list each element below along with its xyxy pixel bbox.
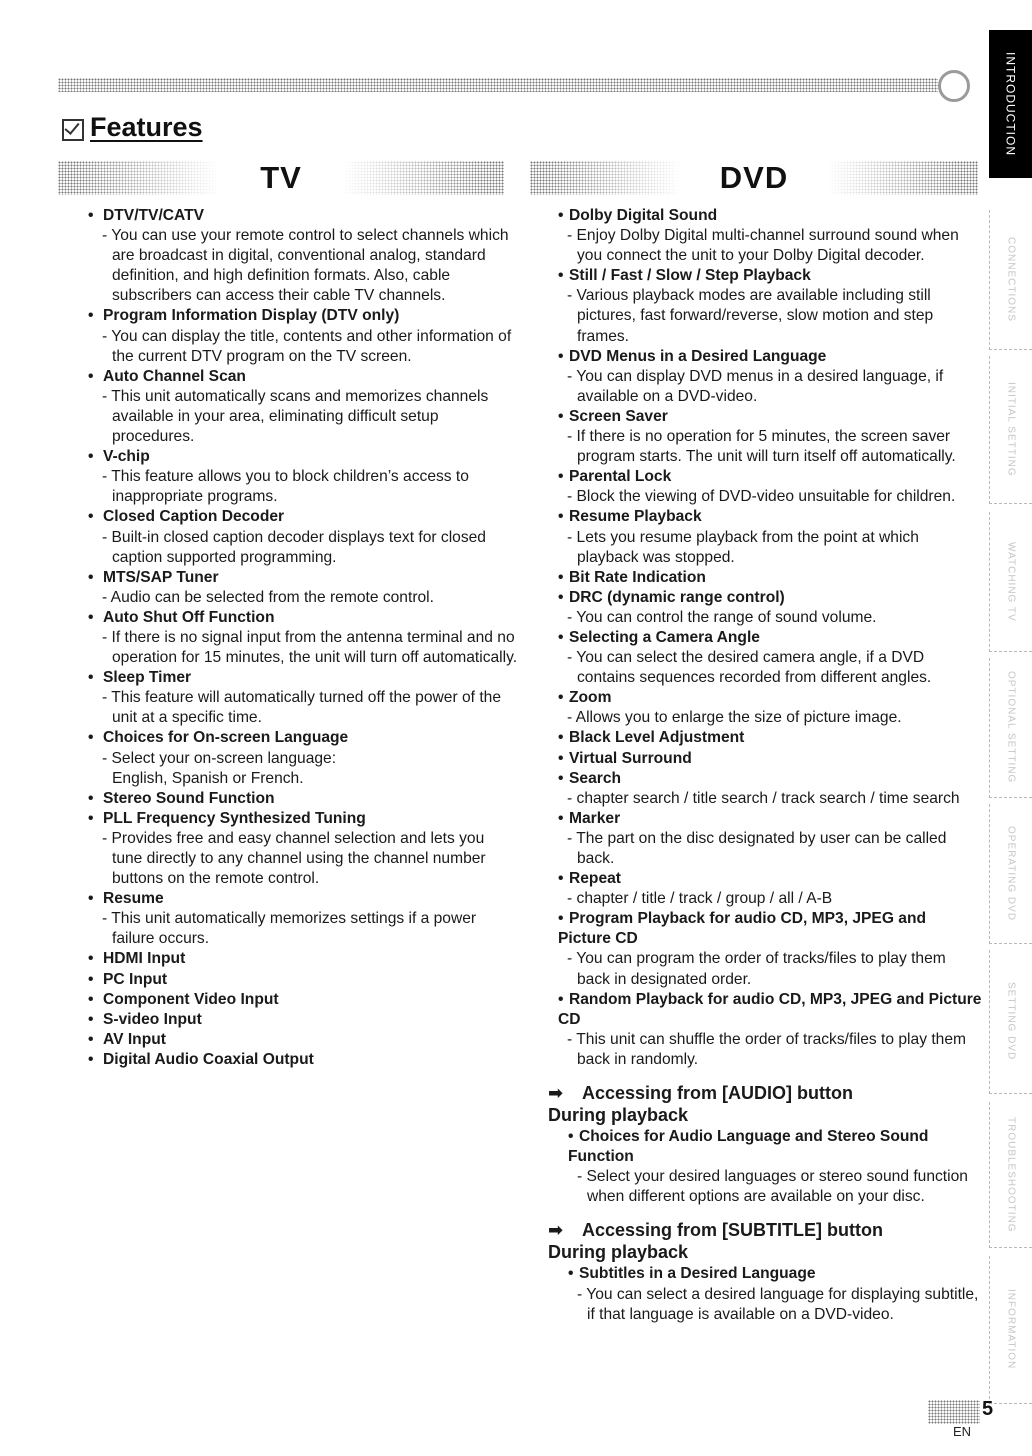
subtitle-access-section: [548, 1219, 983, 1324]
page-title: Features: [90, 112, 203, 142]
access-subheading: During playback: [548, 1242, 689, 1263]
rule-end-circle: [938, 70, 970, 102]
feature-item: • Stereo Sound Function: [88, 789, 275, 807]
arrow-right-icon: ➡: [548, 1220, 564, 1241]
feature-item: • Marker - The part on the disc designated by user can be called back.: [558, 809, 983, 869]
feature-item: • Random Playback for audio CD, MP3, JPEG and Picture CD - This unit can shuffle the order of tracks/files to play them back in randomly.: [558, 990, 983, 1070]
feature-item: • HDMI Input: [88, 950, 186, 968]
feature-title: Zoom: [569, 689, 612, 707]
feature-item: • Component Video Input: [88, 990, 279, 1008]
feature-item: • Parental Lock - Block the viewing of DVD-video unsuitable for children.: [558, 467, 983, 507]
dvd-heading: DVD: [719, 160, 789, 195]
feature-title: Closed Caption Decoder: [103, 508, 285, 526]
feature-title: Selecting a Camera Angle: [569, 628, 760, 646]
feature-item: • DVD Menus in a Desired Language - You can display DVD menus in a desired language, if available on a DVD-video.: [558, 347, 983, 407]
feature-title: Stereo Sound Function: [103, 789, 275, 807]
feature-title: Marker: [569, 809, 621, 827]
feature-title: Subtitles in a Desired Language: [579, 1265, 816, 1283]
feature-desc: - Built-in closed caption decoder displays text for closed caption supported programming.: [102, 528, 486, 566]
feature-title: Sleep Timer: [103, 669, 192, 687]
dvd-features-list: [548, 206, 983, 1325]
feature-title: Auto Shut Off Function: [103, 608, 275, 626]
feature-item: • Black Level Adjustment: [558, 729, 745, 747]
banner-dots-left: [58, 161, 238, 195]
tab-introduction[interactable]: INTRODUCTION: [989, 30, 1032, 178]
feature-title: PLL Frequency Synthesized Tuning: [103, 809, 366, 827]
feature-title: Choices for Audio Language and Stereo Sound Function: [568, 1128, 929, 1166]
feature-title: Dolby Digital Sound: [569, 207, 718, 224]
feature-title: Random Playback for audio CD, MP3, JPEG and Picture CD: [558, 990, 982, 1028]
banner-dots-right: [810, 161, 978, 195]
feature-title: DVD Menus in a Desired Language: [569, 347, 827, 365]
feature-desc: - You can use your remote control to select channels which are broadcast in digital, conventional analog, standard definition, and high definition formats. Also, cable subscribers can access their cable TV channels.: [102, 227, 509, 305]
feature-item: • PLL Frequency Synthesized Tuning - Provides free and easy channel selection and lets you tune directly to any channel using the channel number buttons on the remote control.: [88, 809, 518, 889]
feature-desc: - You can control the range of sound volume.: [567, 608, 877, 626]
access-subheading: During playback: [548, 1105, 689, 1126]
feature-title: Program Information Display (DTV only): [103, 307, 400, 325]
feature-desc: - Allows you to enlarge the size of picture image.: [567, 709, 902, 727]
feature-title: V-chip: [103, 448, 150, 466]
feature-item: • Bit Rate Indication: [558, 568, 706, 586]
feature-desc: - chapter search / title search / track search / time search: [567, 789, 960, 807]
feature-item: • Choices for Audio Language and Stereo Sound Function - Select your desired languages or stereo sound function when different options are available on your disc.: [568, 1127, 983, 1207]
feature-title: Resume Playback: [569, 508, 702, 526]
feature-title: Virtual Surround: [569, 749, 692, 767]
tv-heading: TV: [260, 160, 302, 195]
tv-section-banner: [58, 160, 504, 196]
feature-title: AV Input: [103, 1030, 166, 1048]
feature-item: • Auto Channel Scan - This unit automatically scans and memorizes channels available in your area, eliminating difficult setup procedures.: [88, 367, 518, 447]
feature-desc: - You can display DVD menus in a desired language, if available on a DVD-video.: [567, 367, 944, 405]
feature-title: Choices for On-screen Language: [103, 729, 349, 747]
tab-troubleshooting[interactable]: TROUBLESHOOTING: [989, 1102, 1032, 1248]
feature-item: • Repeat - chapter / title / track / group / all / A-B: [558, 869, 983, 909]
feature-desc: - This unit automatically memorizes settings if a power failure occurs.: [102, 910, 477, 948]
feature-desc: - Block the viewing of DVD-video unsuitable for children.: [567, 488, 956, 506]
access-heading: Accessing from [AUDIO] button: [582, 1083, 854, 1104]
page-title-block: [62, 112, 203, 143]
feature-desc: - This unit automatically scans and memorizes channels available in your area, eliminating difficult setup procedures.: [102, 387, 489, 446]
feature-desc: - Provides free and easy channel selection and lets you tune directly to any channel using the channel number buttons on the remote control.: [102, 829, 486, 888]
feature-desc: - If there is no signal input from the antenna terminal and no operation for 15 minutes, the unit will turn off automatically.: [102, 628, 518, 667]
feature-title: MTS/SAP Tuner: [103, 568, 219, 586]
feature-desc: - The part on the disc designated by user can be called back.: [567, 829, 947, 867]
feature-title: HDMI Input: [103, 950, 186, 968]
feature-title: Still / Fast / Slow / Step Playback: [569, 267, 811, 285]
feature-title: Search: [569, 769, 622, 787]
feature-title: Screen Saver: [569, 407, 668, 425]
feature-title: Repeat: [569, 870, 621, 888]
feature-title: Parental Lock: [569, 468, 672, 486]
feature-item: • MTS/SAP Tuner - Audio can be selected from the remote control.: [88, 568, 518, 608]
feature-title: PC Input: [103, 970, 168, 988]
tab-operating-dvd[interactable]: OPERATING DVD: [989, 804, 1032, 944]
feature-item: • Search - chapter search / title search / track search / time search: [558, 769, 983, 809]
access-heading: Accessing from [SUBTITLE] button: [582, 1220, 883, 1241]
feature-desc: - Select your desired languages or stereo sound function when different options are available on your disc.: [577, 1168, 968, 1206]
feature-title: Bit Rate Indication: [569, 568, 706, 586]
feature-desc: - Lets you resume playback from the point at which playback was stopped.: [567, 528, 919, 566]
feature-desc: - You can select the desired camera angle, if a DVD contains sequences recorded from different angles.: [567, 649, 932, 687]
feature-item: • Resume Playback - Lets you resume playback from the point at which playback was stopped.: [558, 507, 983, 567]
tab-connections[interactable]: CONNECTIONS: [989, 210, 1032, 350]
feature-desc: - If there is no operation for 5 minutes, the screen saver program starts. The unit will turn itself off automatically.: [567, 428, 956, 466]
feature-desc: - Select your on-screen language:: [102, 749, 337, 767]
feature-item: • AV Input: [88, 1030, 166, 1048]
feature-item: • Program Playback for audio CD, MP3, JPEG and Picture CD - You can program the order of tracks/files to play them back in designated order.: [558, 909, 983, 989]
feature-item: • Program Information Display (DTV only) - You can display the title, contents and other information of the current DTV program on the TV screen.: [88, 306, 518, 366]
feature-desc: - You can display the title, contents and other information of the current DTV program on the TV screen.: [102, 327, 512, 365]
feature-desc: - This feature will automatically turned off the power of the unit at a specific time.: [102, 689, 502, 727]
tab-optional-setting[interactable]: OPTIONAL SETTING: [989, 658, 1032, 798]
page-number-dots: [928, 1400, 980, 1424]
feature-desc: - You can program the order of tracks/files to play them back in designated order.: [567, 950, 946, 988]
feature-item: • PC Input: [88, 970, 168, 988]
feature-item: • DRC (dynamic range control) - You can control the range of sound volume.: [558, 588, 983, 628]
tv-features-list: [88, 206, 518, 1070]
feature-item: • DTV/TV/CATV - You can use your remote control to select channels which are broadcast in digital, conventional analog, standard definition, and high definition formats. Also, cable subscribers can access their cable TV channels.: [88, 206, 518, 306]
checkbox-icon: [62, 119, 84, 141]
feature-item: • Sleep Timer - This feature will automatically turned off the power of the unit at a specific time.: [88, 668, 518, 728]
feature-desc: - chapter / title / track / group / all / A-B: [567, 890, 833, 908]
tab-information[interactable]: INFORMATION: [989, 1256, 1032, 1404]
feature-item: • Choices for On-screen Language - Select your on-screen language: English, Spanish or French.: [88, 728, 518, 788]
tab-watching-tv[interactable]: WATCHING TV: [989, 512, 1032, 652]
feature-desc: - Enjoy Dolby Digital multi-channel surround sound when you connect the unit to your Dolby Digital decoder.: [567, 227, 959, 265]
feature-title: Program Playback for audio CD, MP3, JPEG and Picture CD: [558, 910, 927, 948]
feature-desc: - This feature allows you to block children’s access to inappropriate programs.: [102, 468, 469, 506]
feature-desc: - Various playback modes are available including still pictures, fast forward/reverse, slow motion and step frames.: [567, 287, 934, 345]
feature-item: • Auto Shut Off Function - If there is no signal input from the antenna terminal and no operation for 15 minutes, the unit will turn off automatically.: [88, 608, 518, 668]
feature-desc-cont: English, Spanish or French.: [112, 769, 304, 787]
feature-item: • S-video Input: [88, 1010, 202, 1028]
feature-title: Auto Channel Scan: [103, 367, 246, 385]
top-dotted-rule: [58, 78, 938, 92]
feature-item: • Screen Saver - If there is no operation for 5 minutes, the screen saver program starts. The unit will turn itself off automatically.: [558, 407, 983, 467]
arrow-right-icon: ➡: [548, 1083, 564, 1104]
audio-access-section: [548, 1082, 983, 1207]
feature-item: • Closed Caption Decoder - Built-in closed caption decoder displays text for closed caption supported programming.: [88, 507, 518, 567]
banner-dots-right: [324, 161, 504, 195]
feature-desc: - You can select a desired language for displaying subtitle, if that language is available on a DVD-video.: [577, 1285, 979, 1323]
page-number: 5: [982, 1398, 994, 1420]
feature-item: • Digital Audio Coaxial Output: [88, 1050, 314, 1068]
feature-title: Resume: [103, 890, 164, 908]
feature-item: • Zoom - Allows you to enlarge the size of picture image.: [558, 688, 983, 728]
feature-title: Component Video Input: [103, 990, 279, 1008]
banner-dots-left: [530, 161, 698, 195]
dvd-section-banner: [530, 160, 978, 196]
feature-item: • V-chip - This feature allows you to block children’s access to inappropriate programs.: [88, 447, 518, 507]
tab-initial-setting[interactable]: INITIAL SETTING: [989, 356, 1032, 504]
feature-item: • Resume - This unit automatically memorizes settings if a power failure occurs.: [88, 889, 518, 949]
feature-title: DRC (dynamic range control): [569, 588, 785, 606]
feature-item: • Selecting a Camera Angle - You can select the desired camera angle, if a DVD contains sequences recorded from different angles.: [558, 628, 983, 688]
feature-item: • Still / Fast / Slow / Step Playback - Various playback modes are available including still pictures, fast forward/reverse, slow motion and step frames.: [558, 266, 983, 346]
feature-title: Digital Audio Coaxial Output: [103, 1050, 314, 1068]
page-language: EN: [953, 1424, 972, 1439]
feature-item: • Virtual Surround: [558, 749, 692, 767]
feature-title: DTV/TV/CATV: [103, 207, 205, 224]
feature-item: • Dolby Digital Sound - Enjoy Dolby Digital multi-channel surround sound when you connect the unit to your Dolby Digital decoder.: [558, 206, 983, 266]
tab-setting-dvd[interactable]: SETTING DVD: [989, 950, 1032, 1094]
feature-item: • Subtitles in a Desired Language - You can select a desired language for displaying subtitle, if that language is available on a DVD-video.: [568, 1264, 983, 1324]
feature-title: S-video Input: [103, 1010, 202, 1028]
feature-desc: - This unit can shuffle the order of tracks/files to play them back in randomly.: [567, 1030, 966, 1068]
feature-title: Black Level Adjustment: [569, 729, 745, 747]
feature-desc: - Audio can be selected from the remote control.: [102, 588, 434, 606]
